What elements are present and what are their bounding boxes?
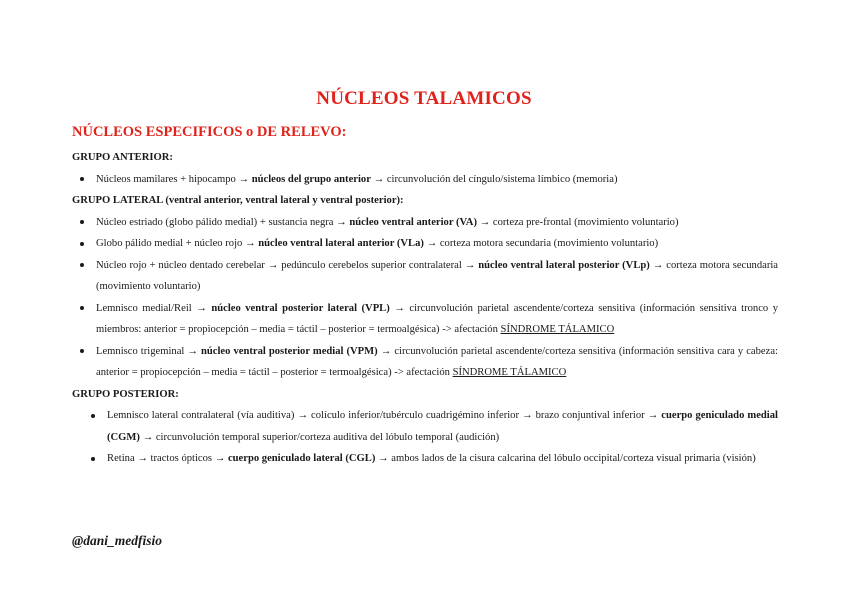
list-item: [72, 341, 778, 384]
item-target: circunvolución parietal ascendente/corteza sensitiva (información sensitiva cara y cabeza: anterior = propiocepción – media = táctil – posterior = termoalgésica) -> afectación: [96, 345, 778, 378]
document-content: [72, 147, 778, 470]
item-nucleus: núcleo ventral lateral anterior (VLa): [258, 238, 424, 249]
item-text: brazo conjuntival inferior: [532, 410, 648, 421]
arrow-icon: →: [652, 259, 664, 271]
item-target: ambos lados de la cisura calcarina del lóbulo occipital/corteza visual primaria (visión): [388, 453, 756, 464]
arrow-icon: →: [647, 410, 659, 421]
group-anterior-list: [72, 169, 778, 191]
item-target: circunvolución del cíngulo/sistema límbico (memoria): [384, 173, 618, 185]
item-text: Núcleos mamilares + hipocampo: [96, 173, 239, 185]
item-target: corteza pre-frontal (movimiento voluntario): [490, 216, 679, 228]
syndrome-link: SÍNDROME TÁLAMICO: [500, 324, 615, 335]
arrow-icon: →: [464, 259, 476, 271]
arrow-icon: →: [479, 216, 491, 228]
arrow-icon: →: [522, 410, 533, 421]
group-posterior-heading: GRUPO POSTERIOR:: [72, 388, 179, 400]
item-text: tractos ópticos: [147, 453, 215, 464]
item-text: Núcleo estriado (globo pálido medial) + sustancia negra: [96, 216, 337, 228]
item-text: colículo inferior/tubérculo cuadrigémino inferior: [308, 410, 523, 421]
item-text: pedúnculo cerebelos superior contralateral: [278, 259, 465, 271]
item-nucleus: cuerpo geniculado lateral (CGL): [227, 453, 376, 464]
item-nucleus: núcleo ventral lateral posterior (VLp): [478, 259, 650, 271]
arrow-icon: →: [142, 431, 154, 443]
arrow-icon: →: [196, 302, 207, 314]
group-lateral-heading: GRUPO LATERAL (ventral anterior, ventral lateral y ventral posterior):: [72, 195, 404, 206]
item-target: corteza motora secundaria (movimiento voluntario): [437, 238, 659, 249]
item-target: circunvolución parietal ascendente/corteza sensitiva (información sensitiva tronco y miembros: anterior = propiocepción – media = táctil – posterior = termoalgésica) -> afectación: [96, 302, 779, 335]
arrow-icon: →: [238, 173, 250, 185]
arrow-icon: →: [267, 259, 279, 271]
list-item: [72, 233, 778, 255]
arrow-icon: →: [373, 173, 385, 185]
item-nucleus: núcleo ventral anterior (VA): [349, 216, 477, 228]
arrow-icon: →: [214, 453, 226, 464]
item-text: Lemnisco lateral contralateral (vía auditiva): [107, 410, 298, 421]
arrow-icon: →: [426, 238, 438, 249]
item-nucleus: núcleos del grupo anterior: [251, 173, 371, 185]
item-nucleus: núcleo ventral posterior lateral (VPL): [211, 302, 390, 314]
list-item: [72, 255, 778, 298]
item-target: corteza motora secundaria (movimiento voluntario): [96, 259, 779, 292]
item-nucleus: cuerpo geniculado medial (CGM): [107, 410, 778, 443]
page-title: NÚCLEOS TALAMICOS: [316, 88, 532, 109]
item-text: Lemnisco medial/Reil: [96, 302, 197, 314]
item-text: Retina: [107, 453, 138, 464]
list-item: [72, 212, 778, 234]
arrow-icon: →: [137, 453, 148, 464]
arrow-icon: →: [394, 302, 405, 314]
arrow-icon: →: [336, 216, 347, 228]
arrow-icon: →: [244, 238, 256, 249]
group-lateral-list: [72, 212, 778, 384]
list-item: [72, 405, 778, 448]
list-item: [72, 448, 778, 470]
arrow-icon: →: [378, 453, 389, 464]
list-item: [72, 298, 778, 341]
arrow-icon: →: [297, 410, 309, 421]
item-target: circunvolución temporal superior/corteza auditiva del lóbulo temporal (audición): [153, 431, 500, 443]
list-item: [72, 169, 778, 191]
item-nucleus: núcleo ventral posterior medial (VPM): [201, 345, 378, 357]
item-text: Lemnisco trigeminal: [96, 345, 188, 357]
group-posterior-list: [72, 405, 778, 470]
section-subtitle: NÚCLEOS ESPECIFICOS o DE RELEVO:: [72, 124, 347, 140]
syndrome-link: SÍNDROME TÁLAMICO: [452, 367, 567, 378]
group-anterior-heading: GRUPO ANTERIOR:: [72, 152, 173, 163]
item-text: Globo pálido medial + núcleo rojo: [96, 238, 245, 249]
item-text: Núcleo rojo + núcleo dentado cerebelar: [96, 259, 268, 271]
arrow-icon: →: [380, 345, 392, 357]
arrow-icon: →: [187, 345, 198, 357]
author-signature: @dani_medfisio: [72, 533, 162, 548]
